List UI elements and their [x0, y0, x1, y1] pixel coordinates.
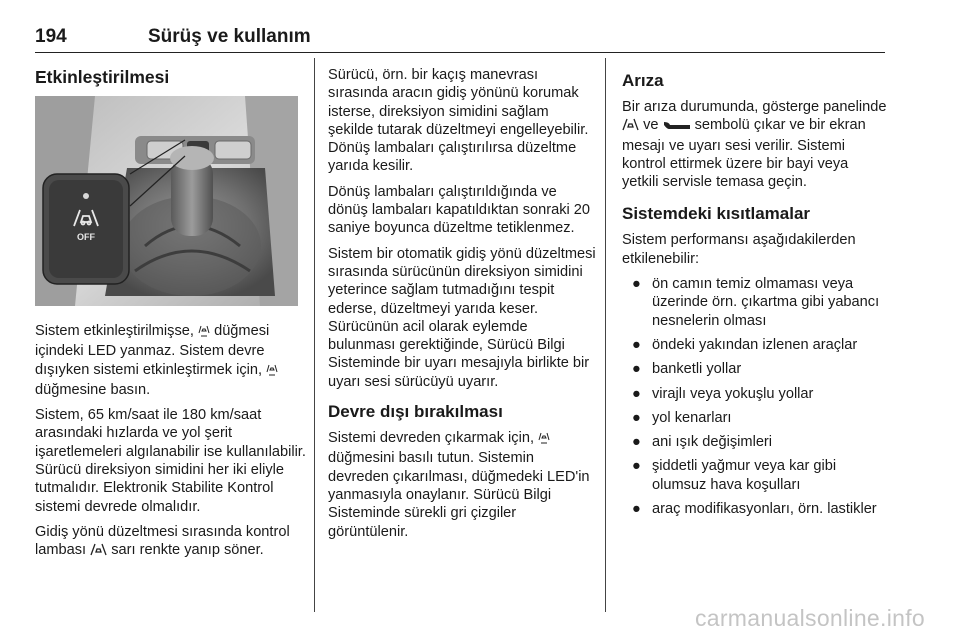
- section-title: Sürüş ve kullanım: [148, 26, 311, 47]
- lane-assist-lamp-icon: [90, 543, 107, 561]
- column-1: [35, 66, 305, 98]
- paragraph-override: Sürücü, örn. bir kaçış manevrası sırasında aracın gidiş yönünü korumak isterse, direksiyon simidini sağlam şekilde tutarak düzeltmeyi engelleyebilir. Dönüş lambaları çalıştırılırsa düzeltme yarıda kesilir.: [328, 67, 589, 175]
- text-span: Sistem etkinleştirilmişse,: [35, 323, 194, 339]
- paragraph-correction-lamp: [35, 523, 307, 562]
- column-1-body: [35, 322, 307, 569]
- list-item: [622, 409, 887, 427]
- steering-wheel-icon: [663, 118, 691, 136]
- paragraph-limitations-intro: Sistem performansı aşağıdakilerden etkilenebilir:: [622, 232, 856, 267]
- text-span: sembolü çıkar ve bir ekran mesajı ve uyarı sesi verilir. Sistemi kontrol ettirmek üzere bir bayi veya yetkili servisle temasa geçin.: [622, 117, 866, 191]
- list-item-text: ön camın temiz olmaması veya üzerinde örn. çıkartma gibi yabancı nesnelerin olması: [652, 276, 880, 329]
- text-span: Bir arıza durumunda, gösterge panelinde: [622, 99, 887, 115]
- lane-keep-button-icon: [266, 363, 278, 381]
- paragraph-hands-off: Sistem bir otomatik gidiş yönü düzeltmesi sırasında sürücünün direksiyon simidini yeterince sağlam tutmadığını tespit ederse, düzeltmeyi yarıda keser. Sürücünün acil olarak eylemde bulunması gerektiğinde, Sürücü Bilgi Sisteminde bir uyarı mesajıyla birlikte bir uyarı sesi sürücüyü uyarır.: [328, 245, 596, 390]
- text-span: sarı renkte yanıp söner.: [111, 542, 264, 559]
- list-item-text: şiddetli yağmur veya kar gibi olumsuz hava koşulları: [652, 458, 837, 493]
- bullet-marker: ●: [632, 458, 641, 475]
- paragraph-fault: [622, 98, 887, 191]
- list-item: [622, 360, 887, 378]
- list-item: [622, 385, 887, 403]
- lane-keep-button-icon: [198, 324, 210, 342]
- bullet-marker: ●: [632, 361, 641, 378]
- heading-fault: Arıza: [622, 71, 664, 90]
- heading-activation: Etkinleştirilmesi: [35, 67, 170, 87]
- list-item: [622, 457, 887, 494]
- heading-limitations: Sistemdeki kısıtlamalar: [622, 204, 811, 224]
- paragraph-speed-range: Sistem, 65 km/saat ile 180 km/saat arasındaki hızlarda ve yol şerit işaretlemeleri algılanabilir ise kullanılabilir. Sürücü direksiyon simidini her iki eliyle tutmalıdır. Elektronik Stabilite Kontrol sistemi devrede olmalıdır.: [35, 407, 306, 515]
- bullet-marker: ●: [632, 336, 641, 353]
- page-header: [35, 22, 885, 53]
- bullet-marker: ●: [632, 385, 641, 402]
- paragraph-deactivation: [328, 429, 598, 541]
- paragraph-turn-signals: Dönüş lambaları çalıştırıldığında ve dönüş lambaları kapatıldıktan sonraki 20 saniye boyunca düzeltme tetiklenmez.: [328, 183, 591, 237]
- lane-keep-button-icon: [538, 431, 550, 449]
- list-item: [622, 433, 887, 451]
- column-divider-1: [314, 58, 315, 612]
- list-item-text: öndeki yakından izlenen araçlar: [652, 336, 858, 353]
- text-span: düğmesine basın.: [35, 381, 151, 398]
- text-span: düğmesi içindeki LED yanmaz. Sistem devre dışıyken sistemi etkinleştirmek için,: [35, 323, 270, 378]
- heading-deactivation: Devre dışı bırakılması: [328, 402, 503, 422]
- bullet-marker: ●: [632, 409, 641, 426]
- text-span: Sistemi devreden çıkarmak için,: [328, 430, 535, 447]
- list-item: [622, 336, 887, 354]
- column-2: [328, 66, 598, 548]
- list-item: [622, 275, 887, 330]
- list-item-text: yol kenarları: [652, 409, 732, 426]
- list-item-text: ani ışık değişimleri: [652, 434, 773, 451]
- column-divider-2: [605, 58, 606, 612]
- watermark: carmanualsonline.info: [694, 605, 925, 631]
- page-number: 194: [35, 26, 67, 47]
- console-photo: [35, 96, 298, 306]
- bullet-marker: ●: [632, 276, 641, 293]
- lane-assist-lamp-icon: [622, 118, 639, 136]
- list-item-text: virajlı veya yokuşlu yollar: [652, 385, 814, 402]
- text-span: düğmesini basılı tutun. Sistemin devreden çıkarılması, düğmedeki LED'in yanmasıyla onaylanır. Sürücü Bilgi Sisteminde sürekli gri çizgiler görüntülenir.: [328, 450, 590, 540]
- button-off-label: OFF: [77, 232, 95, 242]
- list-item-text: banketli yollar: [652, 361, 742, 378]
- bullet-marker: ●: [632, 501, 641, 518]
- limitations-list: [622, 275, 887, 518]
- list-item: [622, 500, 887, 518]
- list-item-text: araç modifikasyonları, örn. lastikler: [652, 501, 877, 518]
- text-span: ve: [643, 117, 659, 134]
- paragraph-activation: [35, 322, 307, 399]
- text-span: Gidiş yönü düzeltmesi sırasında kontrol lambası: [35, 523, 290, 559]
- bullet-marker: ●: [632, 434, 641, 451]
- column-3: [622, 66, 887, 524]
